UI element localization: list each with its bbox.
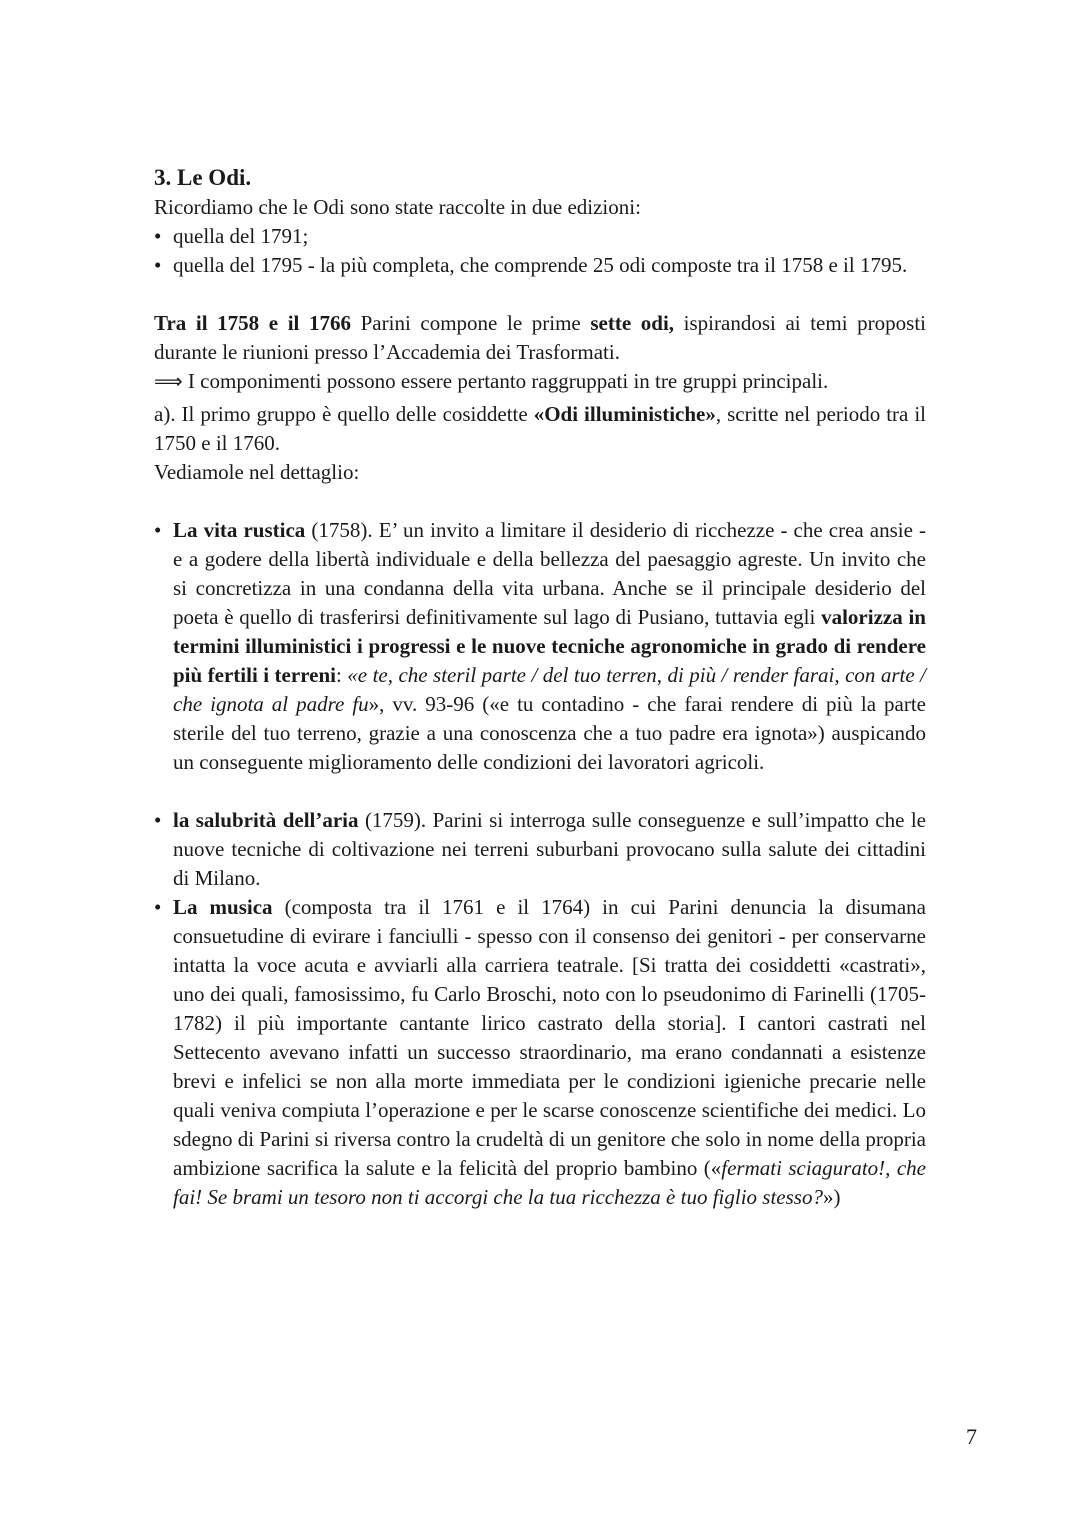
page-number: 7 bbox=[966, 1424, 977, 1449]
odes-list-2 bbox=[154, 806, 926, 1212]
paragraph-first-odes: Tra il 1758 e il 1766 Parini compone le prime sette odi, ispirandosi ai temi proposti durante le riunioni presso l’Accademia dei Trasformati. bbox=[154, 311, 926, 364]
detail-intro: Vediamole nel dettaglio: bbox=[154, 460, 360, 484]
seven-odes-bold: sette odi, bbox=[590, 311, 675, 335]
list-item-vita-rustica: • La vita rustica (1758). E’ un invito a limitare il desiderio di ricchezze - che crea ansie - e a godere della libertà individuale e della bellezza del paesaggio agreste. Un invito che si concretizza in una condanna della vita urbana. Anche se il principale desiderio del poeta è quello di trasferirsi definitivamente sul lago di Pusiano, tuttavia egli valorizza in termini illuministici i progressi e le nuove tecniche agronomiche in grado di rendere più fertili i terreni: «e te, che steril parte / del tuo terren, di più / render farai, con arte / che ignota al padre fu», vv. 93-96 («e tu contadino - che farai rendere di più la parte sterile del tuo terreno, grazie a una conoscenza che a tuo padre era ignota») auspicando un conseguente miglioramento delle condizioni dei lavoratori agricoli. bbox=[154, 516, 926, 777]
list-item-salubrita: • la salubrità dell’aria (1759). Parini si interroga sulle conseguenze e sull’impatto che le nuove tecniche di coltivazione nei terreni suburbani provocano sulla salute dei cittadini di Milano. bbox=[154, 806, 926, 893]
editions-list bbox=[154, 222, 926, 280]
date-range-bold: Tra il 1758 e il 1766 bbox=[154, 311, 352, 335]
odi-illuministiche-bold: «Odi illuministiche» bbox=[533, 402, 716, 426]
odes-list-1 bbox=[154, 516, 926, 777]
list-item-musica: • La musica (composta tra il 1761 e il 1764) in cui Parini denuncia la disumana consuetudine di evirare i fanciulli - spesso con il consenso dei genitori - per conservarne intatta la voce acuta e avviarli alla carriera teatrale. [Si tratta dei cosiddetti «castrati», uno dei quali, famosissimo, fu Carlo Broschi, noto con lo pseudonimo di Farinelli (1705-1782) il più importante cantante lirico castrato della storia]. I cantori castrati nel Settecento avevano infatti un successo straordinario, ma erano condannati a esistenze brevi e infelici se non alla morte immediata per le condizioni igieniche precarie nelle quali veniva compiuta l’operazione e per le scarse conoscenze scientifiche dei medici. Lo sdegno di Parini si riversa contro la crudeltà di un genitore che solo in nome della propria ambizione sacrifica la salute e la felicità del proprio bambino («fermati sciagurato!, che fai! Se brami un tesoro non ti accorgi che la tua ricchezza è tuo figlio stesso?») bbox=[154, 893, 926, 1212]
implies-arrow-icon: ⟹ bbox=[154, 369, 183, 393]
list-item: • quella del 1791; bbox=[154, 222, 926, 251]
document-body bbox=[154, 163, 926, 1212]
list-item: • quella del 1795 - la più completa, che comprende 25 odi composte tra il 1758 e il 1795. bbox=[154, 251, 926, 280]
groups-line: ⟹ I componimenti possono essere pertanto raggruppati in tre gruppi principali. bbox=[154, 369, 829, 393]
paragraph-group-a: a). Il primo gruppo è quello delle cosiddette «Odi illuministiche», scritte nel periodo tra il 1750 e il 1760. bbox=[154, 402, 926, 455]
section-title: 3. Le Odi. bbox=[154, 165, 252, 190]
editions-intro: Ricordiamo che le Odi sono state raccolte in due edizioni: bbox=[154, 195, 641, 219]
